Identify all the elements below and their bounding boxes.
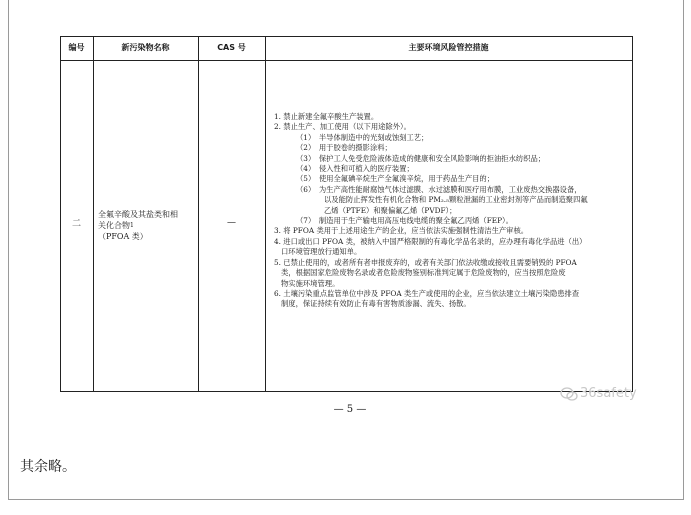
measure-line: 6. 土壤污染重点监管单位中涉及 PFOA 类生产或使用的企业，应当依法建立土壤污染隐患排查 [274, 288, 580, 298]
measure-line: （1） 半导体制造中的光刻或蚀刻工艺； [296, 132, 429, 142]
frame-bottom-border [8, 499, 684, 500]
watermark [560, 386, 637, 401]
measure-line: 5. 已禁止使用的，或者所有者申报废弃的，或者有关部门依法收缴或接收且需要销毁的 PFOA [274, 257, 577, 267]
measure-line: 制度，保证持续有效防止有毒有害物质渗漏、流失、扬散。 [281, 299, 471, 309]
measure-line: （3） 保护工人免受危险液体造成的健康和安全风险影响的拒油拒水纺织品； [296, 153, 546, 163]
name-line-1: 全氟辛酸及其盐类和相 [98, 210, 178, 219]
footer-text: 其余略。 [20, 459, 76, 475]
measure-line: （4） 侵入性和可植入的医疗装置； [296, 164, 414, 174]
measure-line: （2） 用于胶卷的摄影涂料； [296, 143, 392, 153]
measure-line: 4. 进口或出口 PFOA 类，被纳入中国严格限制的有毒化学品名录的，应办理有毒化学品进（出） [274, 236, 587, 246]
measure-line: 2. 禁止生产、加工使用（以下用途除外）。 [274, 122, 411, 132]
col-border-0 [60, 36, 61, 392]
name-line-3: （PFOA 类） [98, 232, 148, 241]
col-border-1 [93, 36, 94, 392]
name-footnote-mark: 1 [130, 222, 134, 229]
measure-line: 1. 禁止新建全氟辛酸生产装置。 [274, 112, 379, 121]
col-border-2 [198, 36, 199, 392]
header-cas: CAS 号 [217, 43, 246, 52]
measure-line: （6） 为生产高性能耐腐蚀气体过滤膜、水过滤膜和医疗用布膜，工业废热交换器设备， [296, 184, 582, 194]
frame-left-border [8, 0, 9, 500]
measure-line: 物实施环境管理。 [281, 278, 340, 288]
col-border-4 [632, 36, 633, 392]
measure-line: （5） 使用全氟碘辛烷生产全氟溴辛烷，用于药品生产目的； [296, 174, 495, 184]
page-number: — 5 — [333, 404, 367, 415]
wechat-icon [560, 387, 578, 401]
row-measures [274, 112, 628, 310]
row-cas: — [227, 218, 236, 228]
header-number: 编号 [68, 43, 85, 52]
header-divider [60, 60, 633, 61]
measure-line: 3. 将 PFOA 类用于上述用途生产的企业，应当依法实施强制性清洁生产审核。 [274, 226, 529, 236]
header-pollutant-name: 新污染物名称 [121, 43, 170, 52]
table-top-border [60, 36, 633, 37]
col-border-3 [265, 36, 266, 392]
measure-line: 以及能防止挥发性有机化合物和 PM₂.₅颗粒泄漏的工业密封剂等产品而制造聚四氟 [324, 195, 588, 205]
measure-line: 口环境管理放行通知单。 [281, 247, 362, 257]
measure-line: 乙烯（PTFE）和聚偏氟乙烯（PVDF）； [324, 205, 457, 215]
row-number: 二 [71, 219, 81, 229]
row-pollutant-name [98, 209, 198, 242]
measure-line: （7） 制造用于生产输电用高压电线电缆的聚全氟乙丙烯（FEP）。 [296, 216, 513, 226]
frame-right-border [683, 0, 684, 500]
header-measures: 主要环境风险管控措施 [408, 43, 489, 52]
watermark-text: 36safety [580, 386, 637, 401]
name-line-2: 关化合物 [98, 221, 130, 230]
table-bottom-border [60, 391, 633, 392]
measure-line: 类，根据国家危险废物名录或者危险废物鉴别标准判定属于危险废物的，应当按照危险废 [281, 268, 566, 278]
pollutant-table [60, 36, 633, 392]
